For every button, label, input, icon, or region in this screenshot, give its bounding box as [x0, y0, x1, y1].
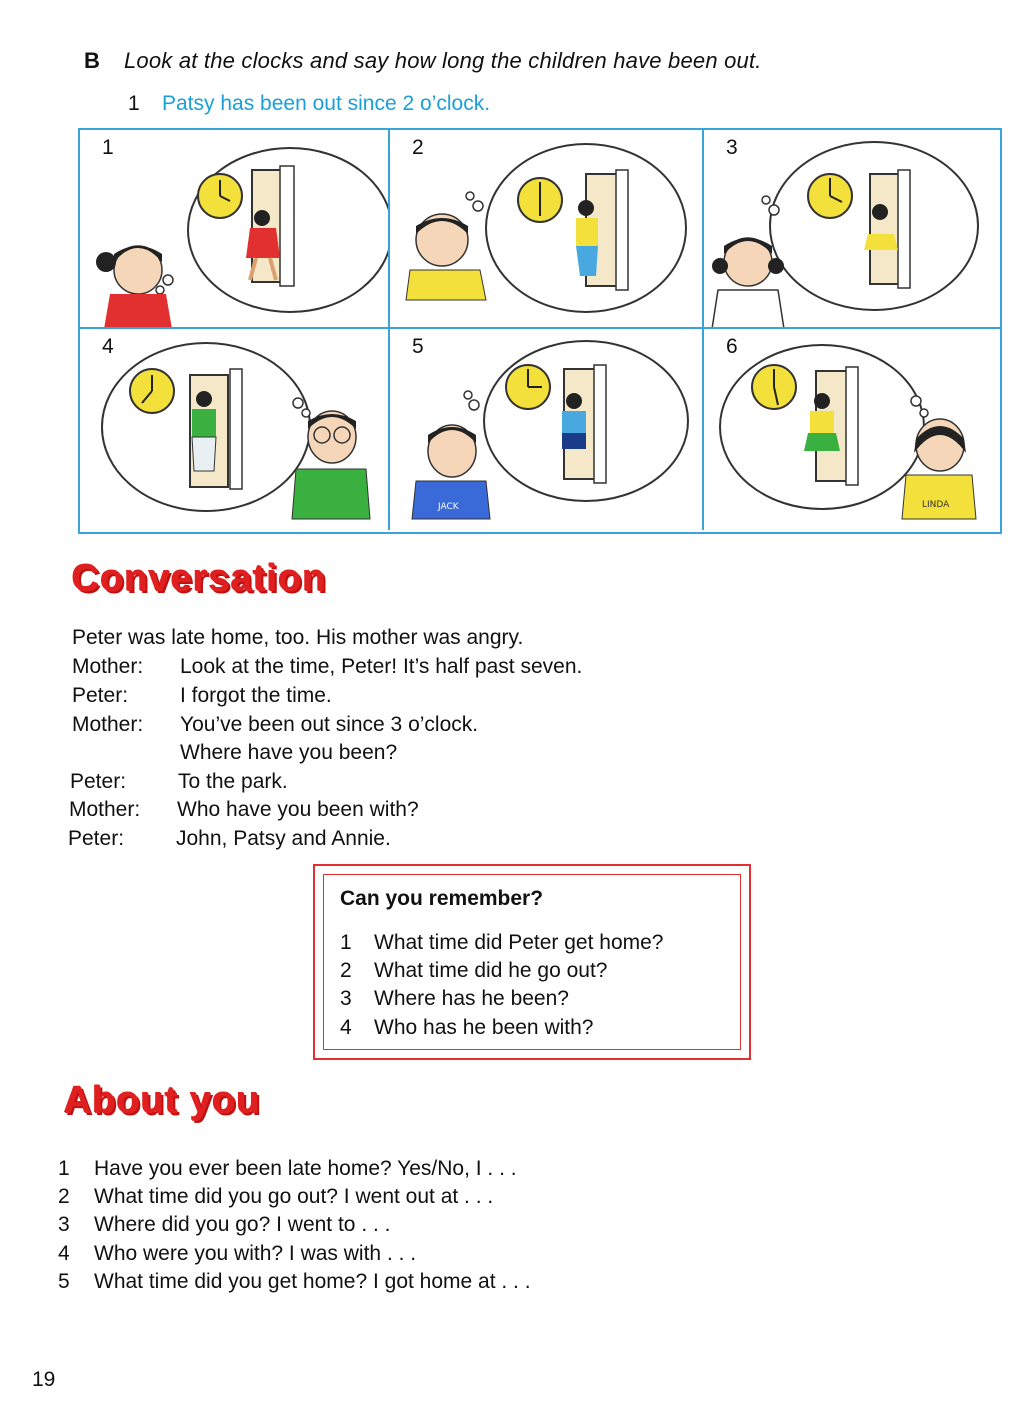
question-text: Who has he been with? — [374, 1016, 594, 1039]
shirt-label-jack: JACK — [438, 502, 459, 512]
panel-number: 6 — [726, 335, 738, 358]
girl-linda-yellow-shirt-illustration — [704, 329, 1000, 530]
question-text: Where has he been? — [374, 987, 569, 1010]
panel-number: 1 — [102, 136, 114, 159]
speech-text: You’ve been out since 3 o’clock. — [180, 713, 479, 736]
about-you-question — [58, 1270, 531, 1294]
picture-panel-5 — [390, 329, 704, 530]
speaker-label: Peter: — [72, 684, 129, 707]
remember-question — [340, 959, 607, 983]
about-you-question — [58, 1242, 416, 1266]
exercise-letter: B — [84, 48, 100, 73]
question-text: Where did you go? I went to . . . — [94, 1213, 391, 1236]
example-answer: Patsy has been out since 2 o’clock. — [162, 92, 491, 115]
panel-number: 4 — [102, 335, 114, 358]
picture-grid — [78, 128, 1002, 534]
speech-text: John, Patsy and Annie. — [176, 827, 391, 850]
conversation-heading: Conversation — [72, 558, 327, 600]
picture-panel-1 — [80, 130, 390, 329]
speech-text: To the park. — [178, 770, 288, 793]
speech-text: Look at the time, Peter! It’s half past seven. — [180, 655, 583, 678]
question-text: What time did Peter get home? — [374, 931, 664, 954]
question-text: Who were you with? I was with . . . — [94, 1242, 417, 1265]
picture-panel-4 — [80, 329, 390, 530]
remember-title: Can you remember? — [340, 887, 544, 910]
question-text: Have you ever been late home? Yes/No, I . . . — [94, 1157, 517, 1180]
speaker-label: Mother: — [69, 798, 141, 821]
question-number: 2 — [340, 959, 352, 982]
question-number: 5 — [58, 1270, 70, 1293]
question-number: 2 — [58, 1185, 70, 1208]
remember-question — [340, 1016, 593, 1040]
exercise-instruction: Look at the clocks and say how long the children have been out. — [124, 48, 762, 73]
remember-inner-frame — [323, 874, 741, 1050]
speech-text: I forgot the time. — [180, 684, 332, 707]
picture-panel-2 — [390, 130, 704, 329]
about-you-question — [58, 1213, 391, 1237]
question-text: What time did you get home? I got home at . . . — [94, 1270, 531, 1293]
speaker-label: Mother: — [72, 655, 144, 678]
girl-yellow-skirt-illustration — [704, 130, 1000, 329]
page-number: 19 — [32, 1368, 56, 1391]
remember-question — [340, 987, 569, 1011]
question-number: 1 — [58, 1157, 70, 1180]
speech-text: Where have you been? — [180, 741, 398, 764]
question-text: What time did you go out? I went out at . . . — [94, 1185, 494, 1208]
question-number: 4 — [58, 1242, 70, 1265]
remember-box — [313, 864, 751, 1060]
picture-panel-6 — [704, 329, 1000, 530]
question-number: 1 — [340, 931, 352, 954]
example-number: 1 — [128, 92, 140, 115]
about-you-question — [58, 1157, 517, 1181]
boy-green-shirt-glasses-illustration — [80, 329, 390, 530]
speaker-label: Mother: — [72, 713, 144, 736]
shirt-label-linda: LINDA — [922, 500, 950, 510]
girl-red-dress-illustration — [80, 130, 390, 329]
panel-number: 5 — [412, 335, 424, 358]
remember-question — [340, 931, 663, 955]
about-you-heading: About you — [64, 1080, 261, 1122]
about-you-question — [58, 1185, 493, 1209]
picture-panel-3 — [704, 130, 1000, 329]
panel-number: 2 — [412, 136, 424, 159]
conversation-intro: Peter was late home, too. His mother was angry. — [72, 626, 524, 649]
speaker-label: Peter: — [70, 770, 127, 793]
speaker-label: Peter: — [68, 827, 125, 850]
boy-yellow-shirt-illustration — [390, 130, 704, 329]
question-number: 3 — [58, 1213, 70, 1236]
boy-jack-blue-shirt-illustration — [390, 329, 704, 530]
question-number: 3 — [340, 987, 352, 1010]
question-text: What time did he go out? — [374, 959, 608, 982]
question-number: 4 — [340, 1016, 352, 1039]
panel-number: 3 — [726, 136, 738, 159]
speech-text: Who have you been with? — [177, 798, 419, 821]
